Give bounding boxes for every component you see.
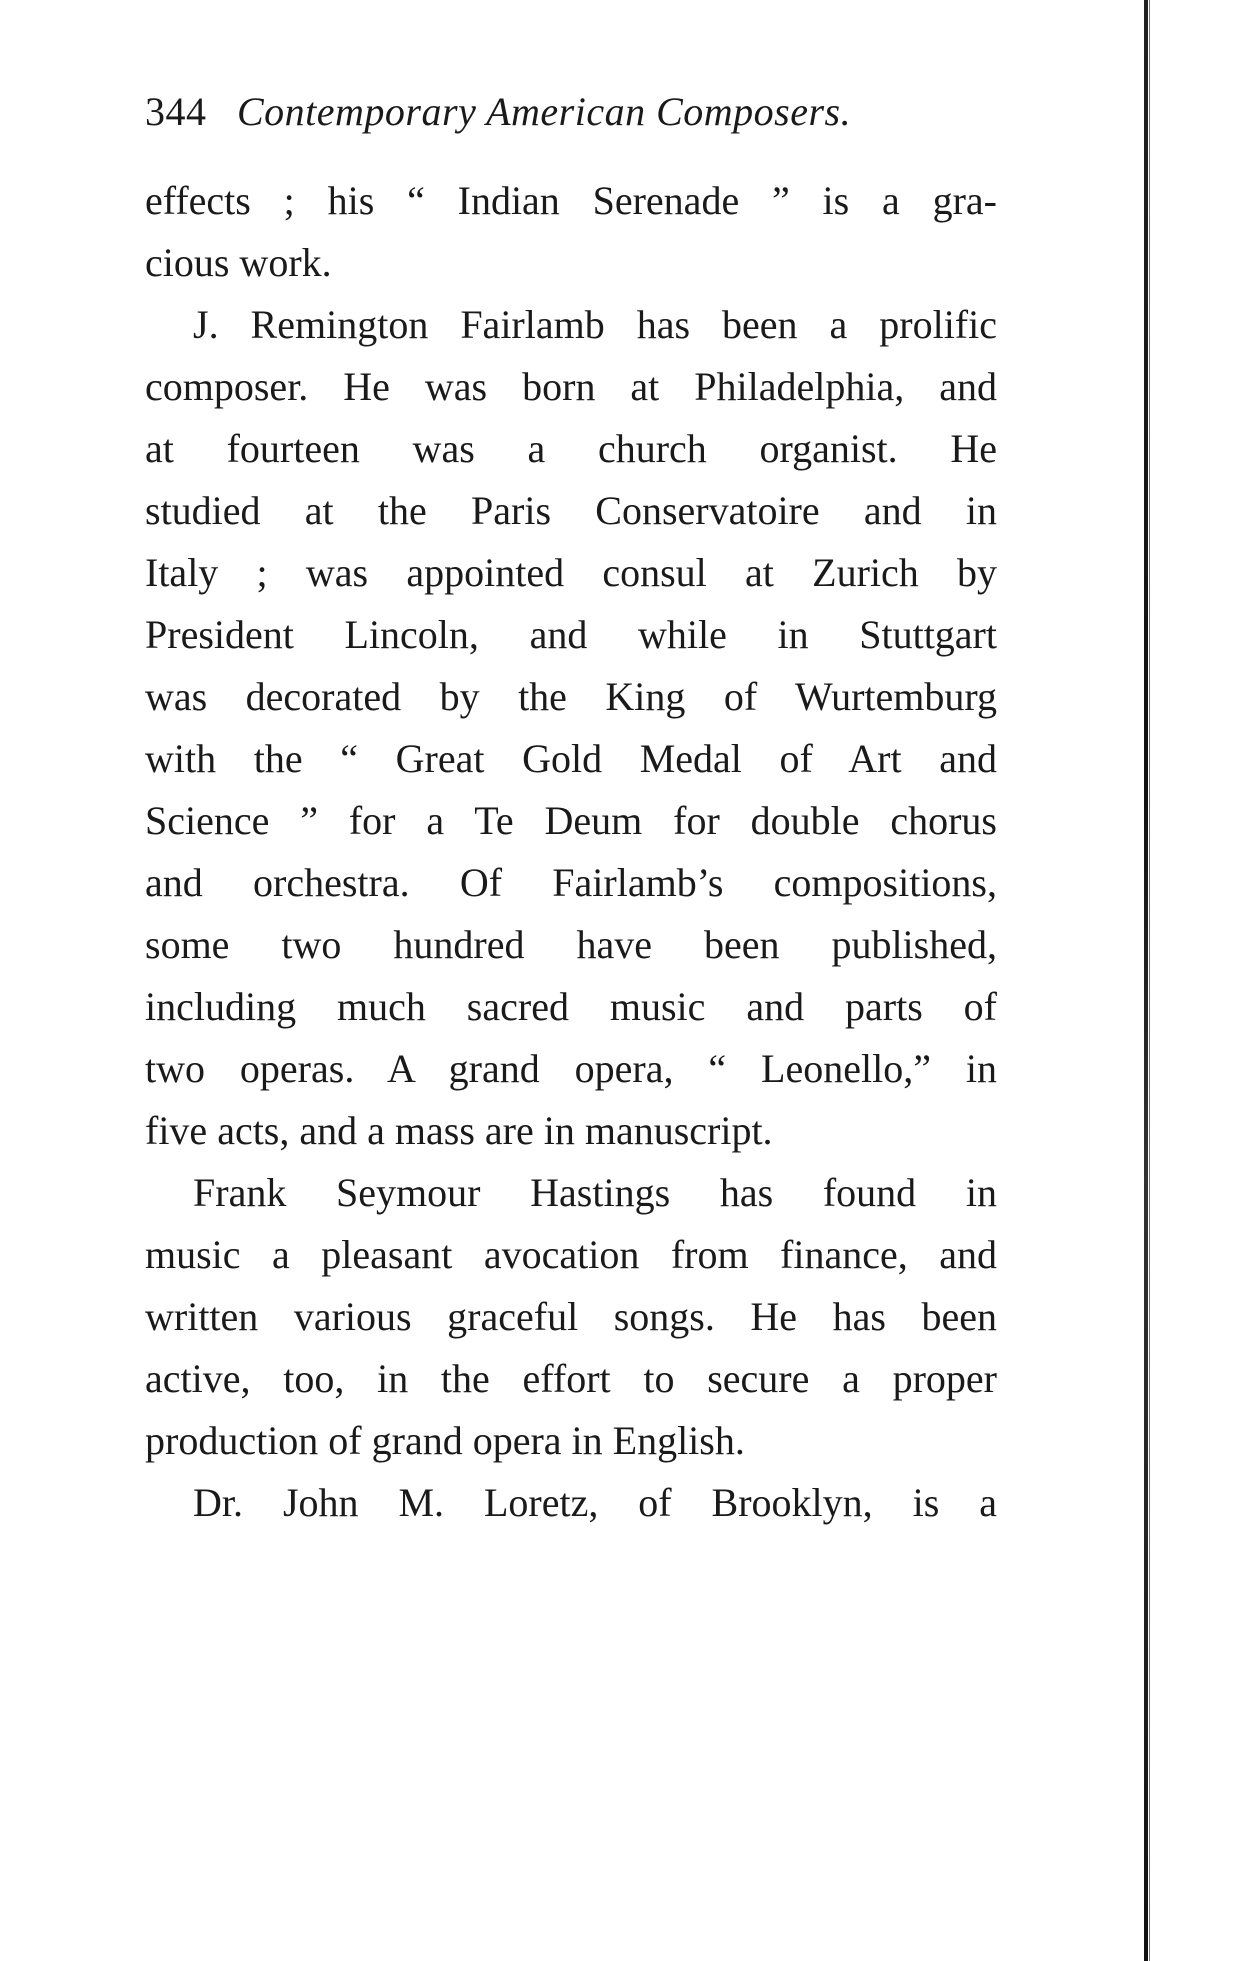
text-line: some two hundred have been published, [145, 922, 997, 967]
running-title: Contemporary American Composers. [237, 89, 852, 134]
text-line: cious work. [145, 240, 332, 285]
running-head [145, 88, 851, 135]
text-line: with the “ Great Gold Medal of Art and [145, 736, 997, 781]
text-line: active, too, in the effort to secure a proper [145, 1356, 997, 1401]
page-number: 344 [145, 89, 207, 134]
text-line: production of grand opera in English. [145, 1418, 745, 1463]
text-line: President Lincoln, and while in Stuttgart [145, 612, 997, 657]
page-edge-shadow [1144, 0, 1148, 1961]
text-line: effects ; his “ Indian Serenade ” is a gra- [145, 178, 997, 223]
text-line: was decorated by the King of Wurtemburg [145, 674, 997, 719]
text-line: J. Remington Fairlamb has been a prolific [193, 302, 997, 347]
text-line: Italy ; was appointed consul at Zurich by [145, 550, 997, 595]
body-text [145, 170, 997, 1534]
text-line: composer. He was born at Philadelphia, and [145, 364, 997, 409]
text-line: written various graceful songs. He has been [145, 1294, 997, 1339]
page-edge-line [1149, 0, 1150, 1961]
text-line: studied at the Paris Conservatoire and in [145, 488, 997, 533]
text-line: Science ” for a Te Deum for double chorus [145, 798, 997, 843]
text-line: five acts, and a mass are in manuscript. [145, 1108, 773, 1153]
text-line: Dr. John M. Loretz, of Brooklyn, is a [193, 1480, 997, 1525]
text-line: at fourteen was a church organist. He [145, 426, 997, 471]
text-line: and orchestra. Of Fairlamb’s compositions, [145, 860, 997, 905]
text-line: music a pleasant avocation from finance, and [145, 1232, 997, 1277]
text-line: including much sacred music and parts of [145, 984, 997, 1029]
text-line: two operas. A grand opera, “ Leonello,” in [145, 1046, 997, 1091]
text-line: Frank Seymour Hastings has found in [193, 1170, 997, 1215]
